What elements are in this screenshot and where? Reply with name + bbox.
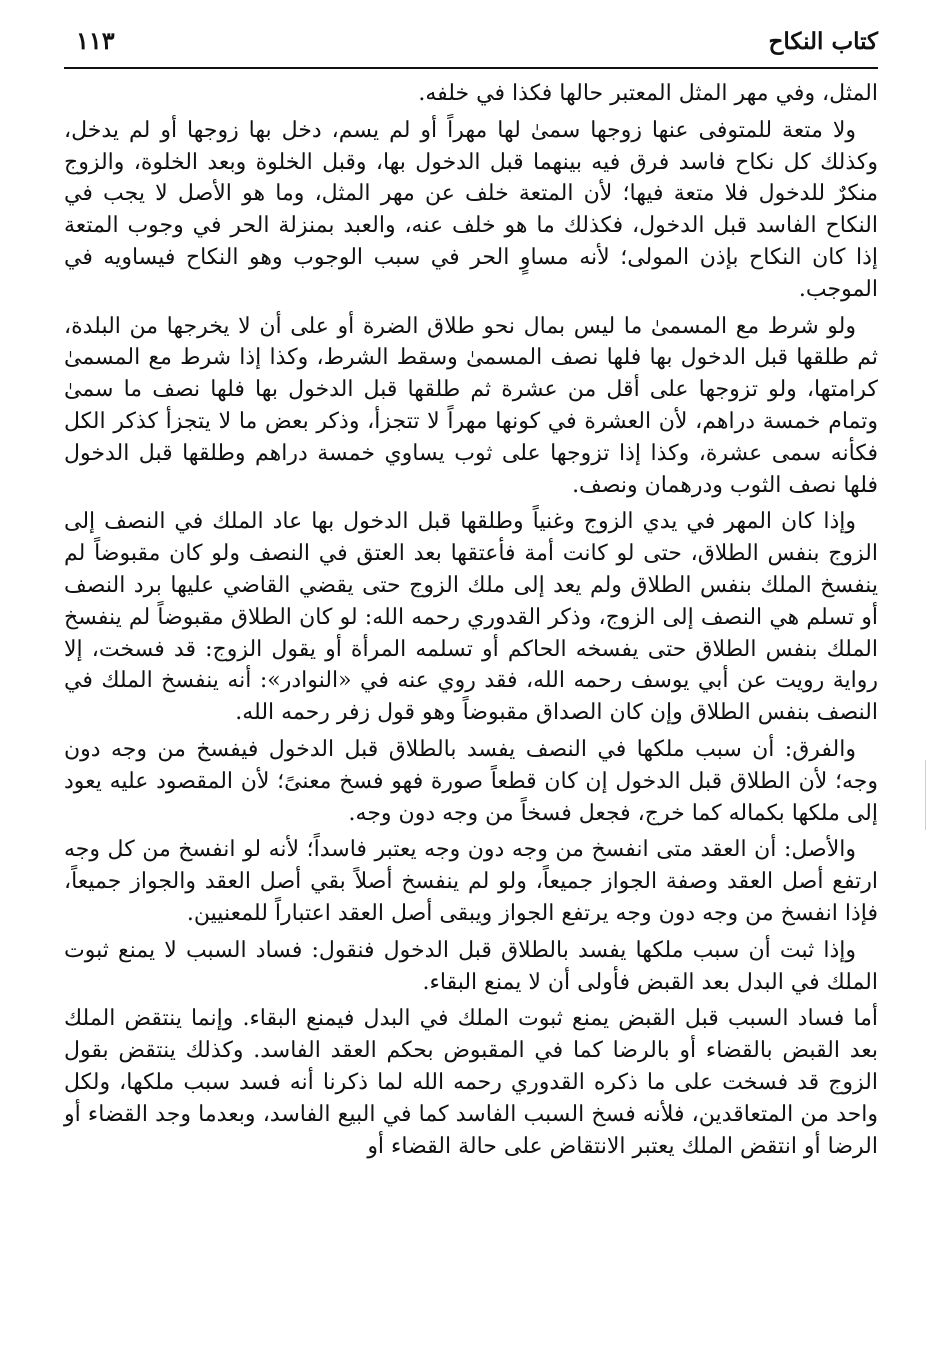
header-rule bbox=[64, 67, 878, 69]
paragraph-continuation: المثل، وفي مهر المثل المعتبر حالها فكذا في خلفه. bbox=[418, 81, 878, 106]
paragraph-muta: ولا متعة للمتوفى عنها زوجها سمىٰ لها مهراً أو لم يسم، دخل بها زوجها أو لم يدخل، وكذلك كل نكاح فاسد فرق فيه بينهما قبل الدخول بها، وقبل الخلوة وبعد الخلوة، والزوج منكرٌ للدخول فلا متعة فيها؛ لأن المتعة خلف عن مهر المثل، وما هو الأصل لا يجب في النكاح الفاسد قبل الدخول، فكذلك ما هو خلف عنه، والعبد بمنزلة الحر في وجوب المتعة إذا كان النكاح بإذن المولى؛ لأنه مساوٍ الحر في سبب الوجوب وهو النكاح فيساويه في الموجب. bbox=[64, 117, 878, 302]
scan-edge-mark bbox=[925, 760, 926, 830]
paragraph-condition: ولو شرط مع المسمىٰ ما ليس بمال نحو طلاق الضرة أو على أن لا يخرجها من البلدة، ثم طلقها قبل الدخول بها فلها نصف المسمىٰ وسقط الشرط، وكذا إذا شرط مع المسمىٰ كرامتها، ولو تزوجها على أقل من عشرة ثم طلقها قبل الدخول بها فلها نصف ما سمىٰ وتمام خمسة دراهم، لأن العشرة في كونها مهراً لا تتجزأ، وذكر بعض ما لا يتجزأ كذكر الكل فكأنه سمى عشرة، وكذا إذا تزوجها على ثوب يساوي خمسة دراهم وطلقها قبل الدخول فلها نصف الثوب ودرهمان ونصف. bbox=[64, 313, 878, 498]
paragraph-established: وإذا ثبت أن سبب ملكها يفسد بالطلاق قبل الدخول فنقول: فساد السبب لا يمنع ثبوت الملك في البدل بعد القبض فأولى أن لا يمنع البقاء. bbox=[64, 937, 878, 995]
paragraph-principle: والأصل: أن العقد متى انفسخ من وجه دون وجه يعتبر فاسداً؛ لأنه لو انفسخ من كل وجه ارتفع أصل العقد وصفة الجواز جميعاً، ولو لم ينفسخ أصلاً بقي أصل العقد والجواز جميعاً، فإذا انفسخ من وجه دون وجه يرتفع الجواز ويبقى أصل العقد اعتباراً للمعنيين. bbox=[64, 837, 878, 926]
paragraph-dower-in-hand: وإذا كان المهر في يدي الزوج وغنياً وطلقها قبل الدخول بها عاد الملك في النصف إلى الزوج بنفس الطلاق، حتى لو كانت أمة فأعتقها بعد العتق في النصف ولو كان مقبوضاً لم ينفسخ الملك بنفس الطلاق ولم يعد إلى ملك الزوج حتى يقضي القاضي عليها برد النصف أو تسلم هي النصف إلى الزوج، وذكر القدوري رحمه الله: لو كان الطلاق مقبوضاً لم ينفسخ الملك بنفس الطلاق حتى يفسخه الحاكم أو تسلمه المرأة أو يقول الزوج: قد فسخت، إلا رواية رويت عن أبي يوسف رحمه الله، فقد روي عنه في «النوادر»: أنه ينفسخ الملك في النصف بنفس الطلاق وإن كان الصداق مقبوضاً وهو قول زفر رحمه الله. bbox=[64, 509, 878, 726]
page-header bbox=[64, 20, 878, 66]
page-number: ١١٣ bbox=[76, 26, 115, 55]
body-text bbox=[64, 78, 878, 1167]
paragraph-before-possession: أما فساد السبب قبل القبض يمنع ثبوت الملك في البدل فيمنع البقاء. وإنما ينتقض الملك بعد القبض بالقضاء أو بالرضا كما في المقبوض بحكم العقد الفاسد. وكذلك ينتقض بقول الزوج قد فسخت على ما ذكره القدوري رحمه الله لما ذكرنا أنه فسد سبب ملكها، ولكل واحد من المتعاقدين، فلأنه فسخ السبب الفاسد كما في البيع الفاسد، وبعدما وجد القضاء أو الرضا أو انتقض الملك يعتبر الانتقاض على حالة القضاء أو bbox=[64, 1006, 878, 1159]
running-title: كتاب النكاح bbox=[768, 28, 878, 55]
paragraph-difference: والفرق: أن سبب ملكها في النصف يفسد بالطلاق قبل الدخول فيفسخ من وجه دون وجه؛ لأن الطلاق قبل الدخول إن كان قطعاً صورة فهو فسخ معنىً؛ لأن المقصود عليه يعود إلى ملكها بكماله كما خرج، فجعل فسخاً من وجه دون وجه. bbox=[64, 736, 878, 826]
